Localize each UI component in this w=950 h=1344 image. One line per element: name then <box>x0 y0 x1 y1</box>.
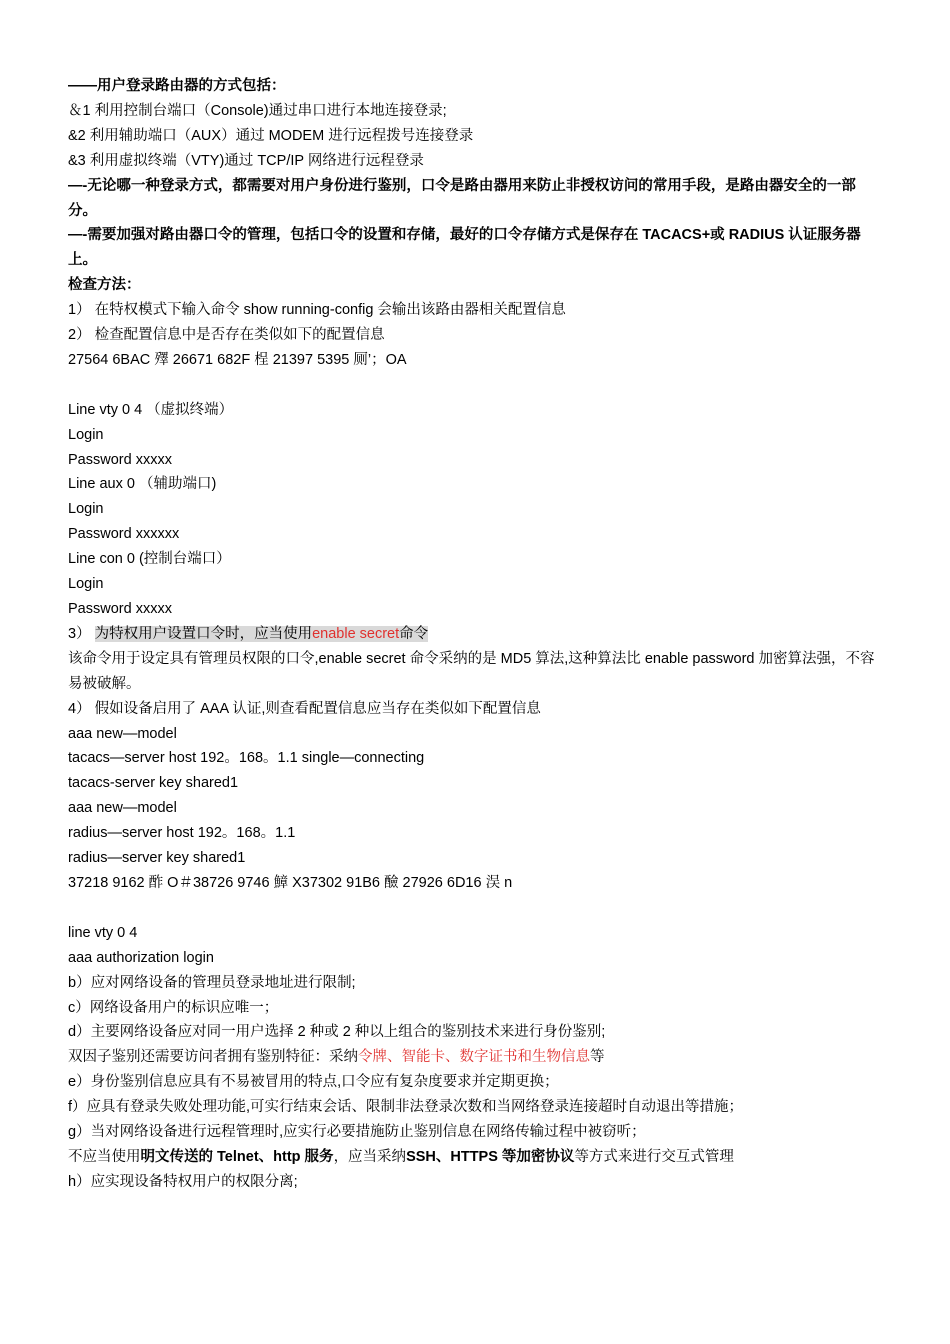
text-line: 37218 9162 酢 O＃38726 9746 鱆 X37302 91B6 醶 27926 6D16 洖 n <box>68 874 513 891</box>
config-line: Login <box>68 426 104 443</box>
text-segment: 等方式来进行交互式管理 <box>574 1148 734 1165</box>
text-segment: ，应当采纳 <box>333 1148 407 1165</box>
highlight-segment: 为特权用户设置口令时，应当使用 <box>94 625 313 642</box>
bold-paragraph-password-management: —-需要加强对路由器口令的管理，包括口令的设置和存储，最好的口令存储方式是保存在 TACACS+或 RADIUS 认证服务器上。 <box>68 227 861 269</box>
config-line: Login <box>68 576 104 593</box>
config-line: Line vty 0 4 （虚拟终端） <box>68 401 234 418</box>
config-line: radius—server key shared1 <box>68 850 246 867</box>
config-line: Login <box>68 501 104 518</box>
config-line: Line con 0 (控制台端口） <box>68 551 231 568</box>
auth-methods-highlight: 令牌、智能卡、数字证书和生物信息 <box>358 1049 590 1066</box>
config-line: aaa new—model <box>68 800 177 817</box>
list-item-f: f）应具有登录失败处理功能,可实行结束会话、限制非法登录次数和当网络登录连接超时自动退出等措施； <box>68 1099 744 1116</box>
config-line: line vty 0 4 <box>68 924 138 941</box>
config-line: Line aux 0 （辅助端口) <box>68 476 217 493</box>
text-line: &3 利用虚拟终端（VTY)通过 TCP/IP 网络进行远程登录 <box>68 152 424 169</box>
config-line: tacacs—server host 192。168。1.1 single—connecting <box>68 750 425 767</box>
config-line: aaa new—model <box>68 725 177 742</box>
text-segment: 等 <box>590 1049 605 1066</box>
config-line: Password xxxxx <box>68 451 172 468</box>
list-item-b: b）应对网络设备的管理员登录地址进行限制; <box>68 974 356 991</box>
list-item-3 <box>68 622 884 647</box>
config-line: tacacs-server key shared1 <box>68 775 239 792</box>
bold-segment: SSH、HTTPS 等加密协议 <box>406 1148 575 1165</box>
config-line: Password xxxxxx <box>68 526 180 543</box>
remote-management-line <box>68 1145 884 1170</box>
list-number: 3） <box>68 625 95 642</box>
two-factor-line <box>68 1045 884 1070</box>
list-item-2: 2） 检查配置信息中是否存在类似如下的配置信息 <box>68 327 385 344</box>
section-heading-login-methods: ——用户登录路由器的方式包括： <box>68 78 286 94</box>
config-line: radius—server host 192。168。1.1 <box>68 825 296 842</box>
text-segment: 双因子鉴别还需要访问者拥有鉴别特征：采纳 <box>68 1049 358 1066</box>
text-line: 27564 6BAC 殬 26671 682F 桯 21397 5395 厕’；OA <box>68 351 407 368</box>
list-item-d: d）主要网络设备应对同一用户选择 2 种或 2 种以上组合的鉴别技术来进行身份鉴别; <box>68 1024 606 1041</box>
bold-segment: 明文传送的 Telnet、http 服务 <box>140 1148 334 1165</box>
highlighted-text <box>95 626 429 642</box>
text-line: ＆1 利用控制台端口（Console)通过串口进行本地连接登录; <box>68 102 447 119</box>
list-item-e: e）身份鉴别信息应具有不易被冒用的特点,口令应有复杂度要求并定期更换； <box>68 1074 559 1091</box>
config-line: aaa authorization login <box>68 949 214 966</box>
paragraph-enable-secret: 该命令用于设定具有管理员权限的口令,enable secret 命令采纳的是 MD5 算法,这种算法比 enable password 加密算法强，不容易被破解。 <box>68 650 875 692</box>
document-page <box>68 74 884 1195</box>
blank-line <box>68 373 884 398</box>
text-segment: 不应当使用 <box>68 1148 141 1165</box>
blank-line <box>68 896 884 921</box>
list-item-1: 1） 在特权模式下输入命令 show running-config 会输出该路由器相关配置信息 <box>68 302 566 319</box>
list-item-c: c）网络设备用户的标识应唯一； <box>68 999 279 1016</box>
highlight-segment: 命令 <box>399 625 429 642</box>
text-line: &2 利用辅助端口（AUX）通过 MODEM 进行远程拨号连接登录 <box>68 127 474 144</box>
enable-secret-keyword: enable secret <box>312 625 400 642</box>
config-line: Password xxxxx <box>68 601 172 618</box>
list-item-h: h）应实现设备特权用户的权限分离; <box>68 1173 298 1190</box>
check-method-heading: 检查方法： <box>68 277 141 294</box>
bold-paragraph-authentication: —-无论哪一种登录方式，都需要对用户身份进行鉴别，口令是路由器用来防止非授权访问的常用手段，是路由器安全的一部分。 <box>68 177 856 219</box>
list-item-4: 4） 假如设备启用了 AAA 认证,则查看配置信息应当存在类似如下配置信息 <box>68 700 541 717</box>
list-item-g: g）当对网络设备进行远程管理时,应实行必要措施防止鉴别信息在网络传输过程中被窃听； <box>68 1124 646 1141</box>
